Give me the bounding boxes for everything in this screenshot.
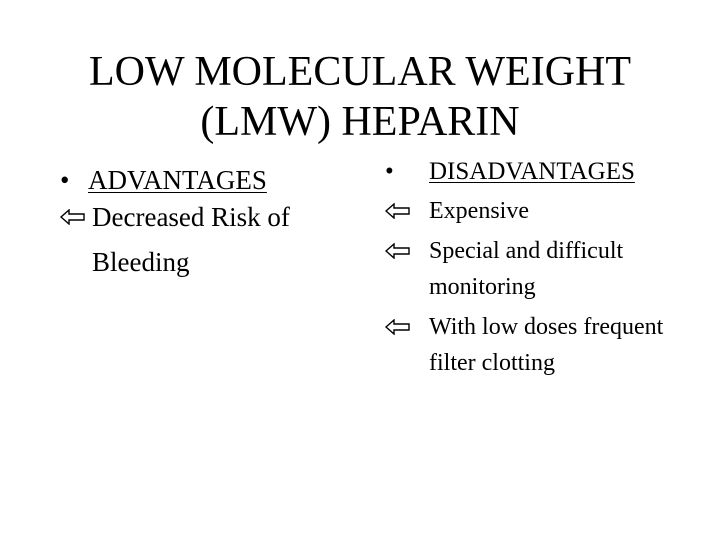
slide-title	[0, 47, 720, 147]
left-arrow-outline-icon	[385, 319, 429, 337]
bullet-dot: •	[385, 158, 394, 185]
disadvantages-heading: DISADVANTAGES	[429, 158, 635, 185]
advantages-item	[60, 195, 360, 285]
bullet-dot: •	[60, 165, 70, 195]
advantages-heading: ADVANTAGES	[88, 165, 267, 195]
advantages-heading-row	[60, 165, 360, 195]
left-arrow-outline-icon	[385, 243, 429, 261]
advantages-column	[60, 165, 360, 285]
title-line-2: (LMW) HEPARIN	[200, 99, 520, 145]
disadvantages-item-text: With low doses frequent filter clotting	[429, 314, 664, 376]
disadvantages-item	[385, 193, 705, 229]
disadvantages-heading-row	[385, 155, 705, 189]
left-arrow-outline-icon	[60, 209, 92, 227]
title-line-1: LOW MOLECULAR WEIGHT	[88, 49, 632, 95]
disadvantages-column	[385, 155, 705, 381]
advantages-item-text: Decreased Risk of Bleeding	[92, 202, 290, 277]
disadvantages-item	[385, 309, 705, 381]
disadvantages-item-text: Special and difficult monitoring	[429, 238, 624, 300]
disadvantages-item	[385, 233, 705, 305]
disadvantages-item-text: Expensive	[429, 198, 529, 224]
left-arrow-outline-icon	[385, 203, 429, 221]
